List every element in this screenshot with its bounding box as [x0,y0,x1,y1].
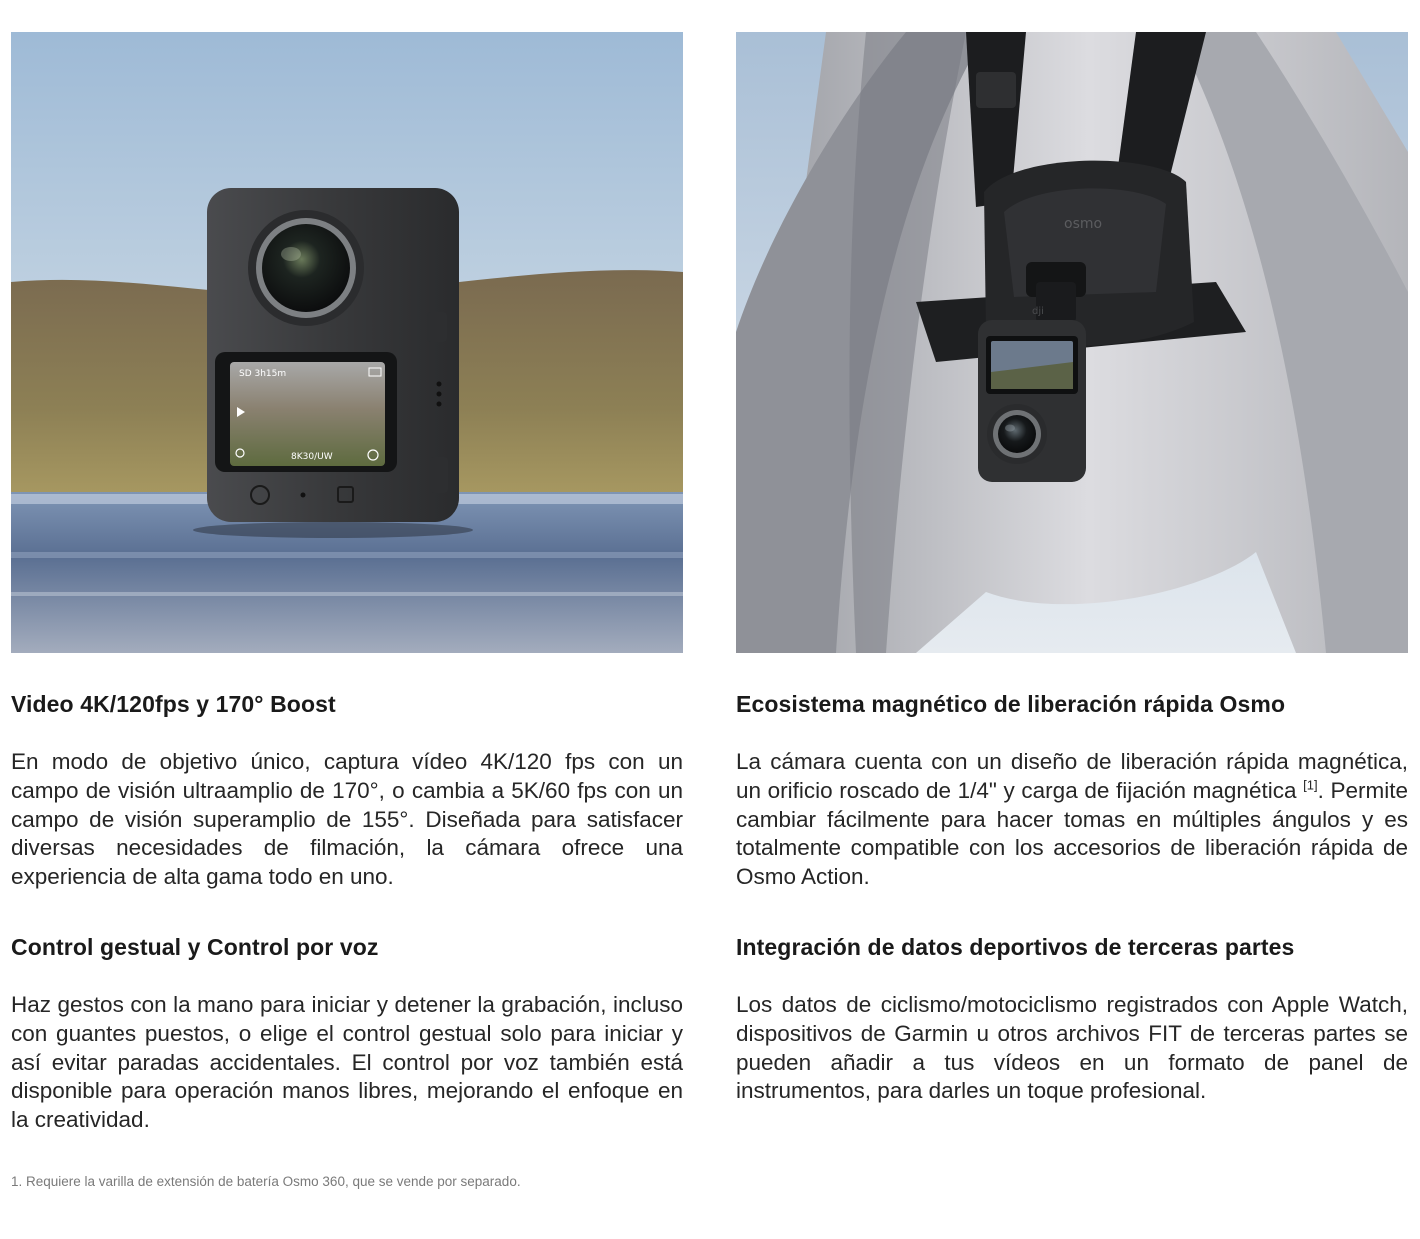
feature-title-video-4k: Video 4K/120fps y 170° Boost [11,691,336,717]
feature-column-left [11,32,683,1135]
footnote-reference-link[interactable]: [1] [1303,777,1318,793]
footnote: 1. Requiere la varilla de extensión de batería Osmo 360, que se vende por separado. [11,1174,521,1189]
feature-title-magnetic-ecosystem: Ecosistema magnético de liberación rápida Osmo [736,691,1286,717]
feature-column-right [736,32,1408,1106]
feature-body-magnetic-part1: La cámara cuenta con un diseño de liberación rápida magnética, un orificio roscado de 1/4" y carga de fijación magnética [736,749,1408,803]
feature-body-sports-data: Los datos de ciclismo/motociclismo registrados con Apple Watch, dispositivos de Garmin u otros archivos FIT de terceras partes se pueden añadir a tus vídeos en un formato de panel de instrumentos, para darles un toque profesional. [736,991,1408,1104]
chest-mount-photo [736,32,1408,653]
svg-text:osmo: osmo [1064,216,1103,232]
svg-text:8K30/UW: 8K30/UW [291,452,333,462]
svg-text:SD 3h15m: SD 3h15m [239,369,287,379]
feature-body-gesture-voice: Haz gestos con la mano para iniciar y detener la grabación, incluso con guantes puestos, o elige el control gestual solo para iniciar y así evitar paradas accidentales. El control por voz también está disponible para operación manos libres, mejorando el enfoque en la creatividad. [11,991,683,1133]
feature-body-video-4k: En modo de objetivo único, captura vídeo 4K/120 fps con un campo de visión ultraamplio de 170°, o cambia a 5K/60 fps con un campo de visión superamplio de 155°. Diseñada para satisfacer diversas necesidades de filmación, la cámara ofrece una experiencia de alta gama todo en uno. [11,749,683,890]
feature-body-magnetic-part2: . Permite cambiar fácilmente para hacer tomas en múltiples ángulos y es totalmente compatible con los accesorios de liberación rápida de Osmo Action. [736,777,1408,890]
camera-on-roof-photo [11,32,683,653]
svg-text:dji: dji [1032,306,1044,317]
feature-body-magnetic-ecosystem [736,748,1408,892]
feature-title-sports-data: Integración de datos deportivos de terceras partes [736,933,1295,960]
feature-title-gesture-voice: Control gestual y Control por voz [11,933,379,960]
